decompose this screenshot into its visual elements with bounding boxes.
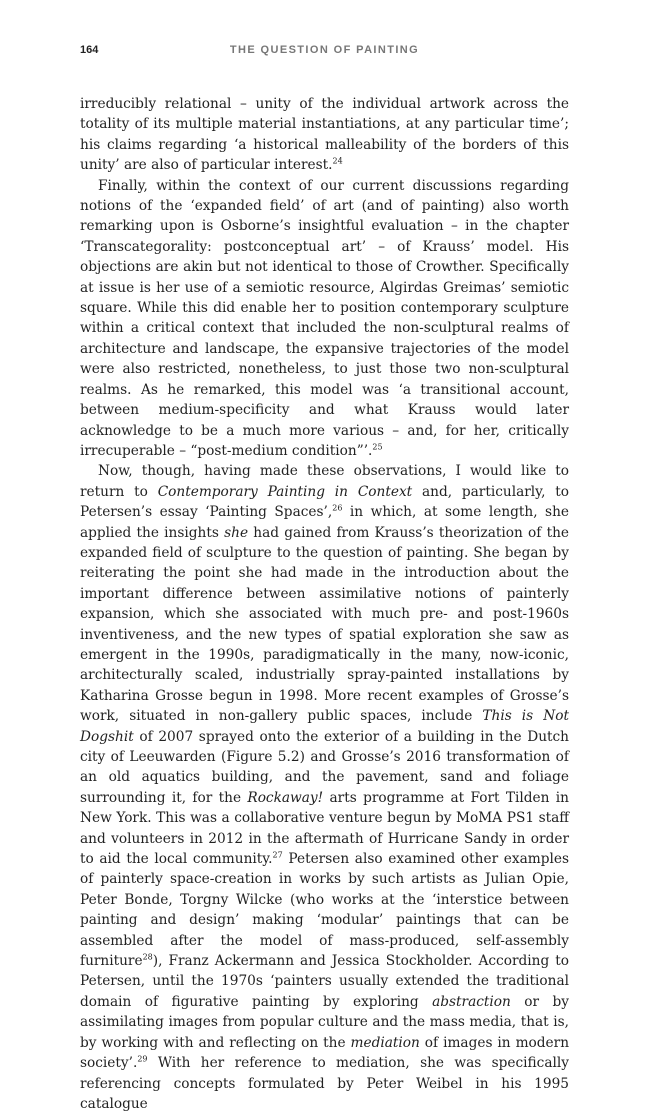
text-run: of images in modern society’. — [80, 1034, 570, 1072]
running-head — [80, 44, 569, 62]
footnote-ref: 26 — [332, 503, 343, 513]
text-run: Now, though, having made these observations, I would like to return to — [80, 463, 569, 500]
running-title: THE QUESTION OF PAINTING — [229, 44, 420, 56]
text-run: had gained from Krauss’s theorization of the expanded field of sculpture to the question of painting. She began by reiterating the point she had made in the introduction about the important difference between assimilative notions of painterly expansion, which she associated with much pre- and post-1960s inventiveness, and the new types of spatial exploration she saw as emergent in the 1990s, paradigmatically in the many, now-iconic, architecturally scaled, industrially spray-painted installations by Katharina Grosse begun in 1998. More recent examples of Grosse’s work, situated in non-gallery public spaces, include — [80, 524, 569, 725]
italic-text: Contemporary Painting in Context — [157, 483, 413, 500]
text-run: or by assimilating images from popular culture and the mass media, that is, by working with and reflecting on the — [80, 993, 569, 1051]
text-run: and, particularly, to Petersen’s essay ‘Painting Spaces’, — [80, 483, 569, 521]
text-run: Finally, within the context of our current discussions regarding notions of the ‘expanded field’ of art (and of painting) also worth remarking upon is Osborne’s insightful evaluation – in the chapter ‘Transcategorality: postconceptual art’ – of Krauss’ model. His objections are akin but not identical to those of Crowther. Specifically at issue is her use of a semiotic resource, Algirdas Greimas’ semiotic square. While this did enable her to position contemporary sculpture within a critical context that included the non-sculptural realms of architecture and landscape, the expansive trajectories of the model were also restricted, nonetheless, to just those two non-sculptural realms. As he remarked, this model was ‘a transitional account, between medium-specificity and what Krauss would later acknowledge to be a much more various – and, for her, critically irrecuperable – “post-medium condition”’. — [80, 177, 569, 459]
paragraph-2 — [80, 176, 569, 462]
italic-text: Rockaway! — [247, 789, 324, 806]
body-text — [80, 94, 569, 1114]
footnote-ref: 27 — [272, 850, 283, 860]
text-run: ), Franz Ackermann and Jessica Stockholder. According to Petersen, until the 1970s ‘painters usually extended the traditional domain of figurative painting by exploring — [80, 953, 569, 1010]
paragraph-1 — [80, 94, 569, 176]
text-run: irreducibly relational – unity of the individual artwork across the totality of its multiple material instantiations, at any particular time’; his claims regarding ‘a historical malleability of the borders of this unity’ are also of particular interest. — [80, 96, 569, 174]
page-number: 164 — [80, 44, 99, 56]
italic-text: mediation — [350, 1034, 420, 1051]
text-run: in which, at some length, she applied the insights — [80, 504, 569, 541]
italic-text: This is Not Dogshit — [80, 708, 569, 745]
text-run: of 2007 sprayed onto the exterior of a building in the Dutch city of Leeuwarden (Figure 5.2) and Grosse’s 2016 transformation of an old aquatics building, and the pavement, sand and foliage surrounding it, for the — [80, 728, 569, 806]
footnote-ref: 28 — [142, 952, 153, 962]
text-run: arts programme at Fort Tilden in New York. This was a collaborative venture begun by MoMA PS1 staff and volunteers in 2012 in the aftermath of Hurricane Sandy in order to aid the local community. — [80, 789, 569, 868]
footnote-ref: 29 — [137, 1054, 148, 1064]
italic-text: she — [224, 524, 249, 541]
footnote-ref: 24 — [332, 156, 343, 166]
italic-text: abstraction — [432, 993, 511, 1010]
paragraph-3 — [80, 461, 569, 1114]
text-run: Petersen also examined other examples of painterly space-creation in works by such artists as Julian Opie, Peter Bonde, Torgny Wilcke (who works at the ‘interstice between painting and design’ making ‘modular’ paintings that can be assembled after the model of mass-produced, self-assembly furniture — [80, 851, 569, 970]
footnote-ref: 25 — [372, 442, 383, 452]
text-run: With her reference to mediation, she was specifically referencing concepts formulated by Peter Weibel in his 1995 catalogue — [80, 1055, 569, 1112]
